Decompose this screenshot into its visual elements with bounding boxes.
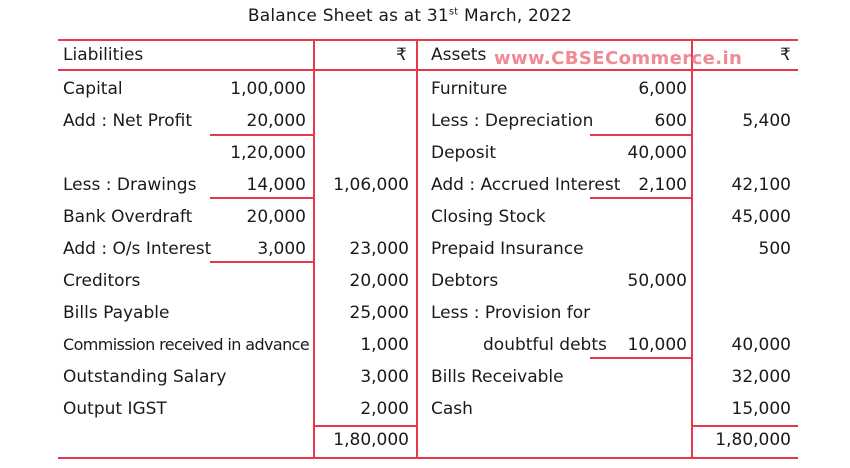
deposit-amount: 40,000: [627, 143, 687, 163]
drawings-amount: 14,000: [246, 175, 306, 195]
os-interest-label: Add : O/s Interest: [63, 239, 212, 259]
drawings-label: Less : Drawings: [63, 175, 197, 195]
igst-total: 2,000: [360, 399, 409, 419]
assets-header: Assets: [431, 45, 487, 65]
provision-label-line1: Less : Provision for: [431, 303, 591, 323]
capital-total: 1,06,000: [333, 175, 409, 195]
page-title: Balance Sheet as at 31st March, 2022: [247, 6, 573, 26]
commission-total: 1,000: [360, 335, 409, 355]
accrued-interest-amount: 2,100: [638, 175, 687, 195]
bills-payable-label: Bills Payable: [63, 303, 170, 323]
os-interest-amount: 3,000: [257, 239, 306, 259]
overdraft-amount: 20,000: [246, 207, 306, 227]
depreciation-amount: 600: [654, 111, 687, 131]
debtors-label: Debtors: [431, 271, 499, 291]
center-divider: [416, 39, 418, 457]
net-profit-label: Add : Net Profit: [63, 111, 193, 131]
commission-label: Commission received in advance: [63, 335, 310, 354]
deposit-label: Deposit: [431, 143, 496, 163]
capital-amount: 1,00,000: [230, 79, 306, 99]
provision-amount: 10,000: [627, 335, 687, 355]
debtors-amount: 50,000: [627, 271, 687, 291]
furniture-amount: 6,000: [638, 79, 687, 99]
liab-rupee-header: ₹: [396, 45, 407, 65]
prepaid-insurance-label: Prepaid Insurance: [431, 239, 584, 259]
header-rule: [58, 69, 798, 71]
creditors-label: Creditors: [63, 271, 141, 291]
capital-label: Capital: [63, 79, 123, 99]
closing-stock-total: 45,000: [731, 207, 791, 227]
bills-receivable-total: 32,000: [731, 367, 791, 387]
overdraft-label: Bank Overdraft: [63, 207, 193, 227]
cash-total: 15,000: [731, 399, 791, 419]
closing-stock-label: Closing Stock: [431, 207, 546, 227]
furniture-label: Furniture: [431, 79, 508, 99]
provision-label-line2: doubtful debts: [483, 335, 607, 355]
cash-label: Cash: [431, 399, 473, 419]
salary-label: Outstanding Salary: [63, 367, 227, 387]
liabilities-grand-total: 1,80,000: [333, 430, 409, 450]
overdraft-total: 23,000: [349, 239, 409, 259]
capital-subtotal: 1,20,000: [230, 143, 306, 163]
bottom-rule: [58, 457, 798, 459]
furniture-total: 5,400: [742, 111, 791, 131]
net-profit-amount: 20,000: [246, 111, 306, 131]
liab-amount-col-left: [313, 39, 315, 457]
assets-grand-total: 1,80,000: [715, 430, 791, 450]
top-rule: [58, 39, 798, 41]
asset-rupee-header: ₹: [780, 45, 791, 65]
debtors-total: 40,000: [731, 335, 791, 355]
depreciation-label: Less : Depreciation: [431, 111, 594, 131]
bills-payable-total: 25,000: [349, 303, 409, 323]
accrued-interest-label: Add : Accrued Interest: [431, 175, 621, 195]
liabilities-header: Liabilities: [63, 45, 144, 65]
asset-amount-col-left: [691, 39, 693, 457]
deposit-total: 42,100: [731, 175, 791, 195]
salary-total: 3,000: [360, 367, 409, 387]
prepaid-insurance-total: 500: [758, 239, 791, 259]
igst-label: Output IGST: [63, 399, 167, 419]
creditors-total: 20,000: [349, 271, 409, 291]
bills-receivable-label: Bills Receivable: [431, 367, 564, 387]
watermark: www.CBSECommerce.in: [494, 48, 743, 69]
